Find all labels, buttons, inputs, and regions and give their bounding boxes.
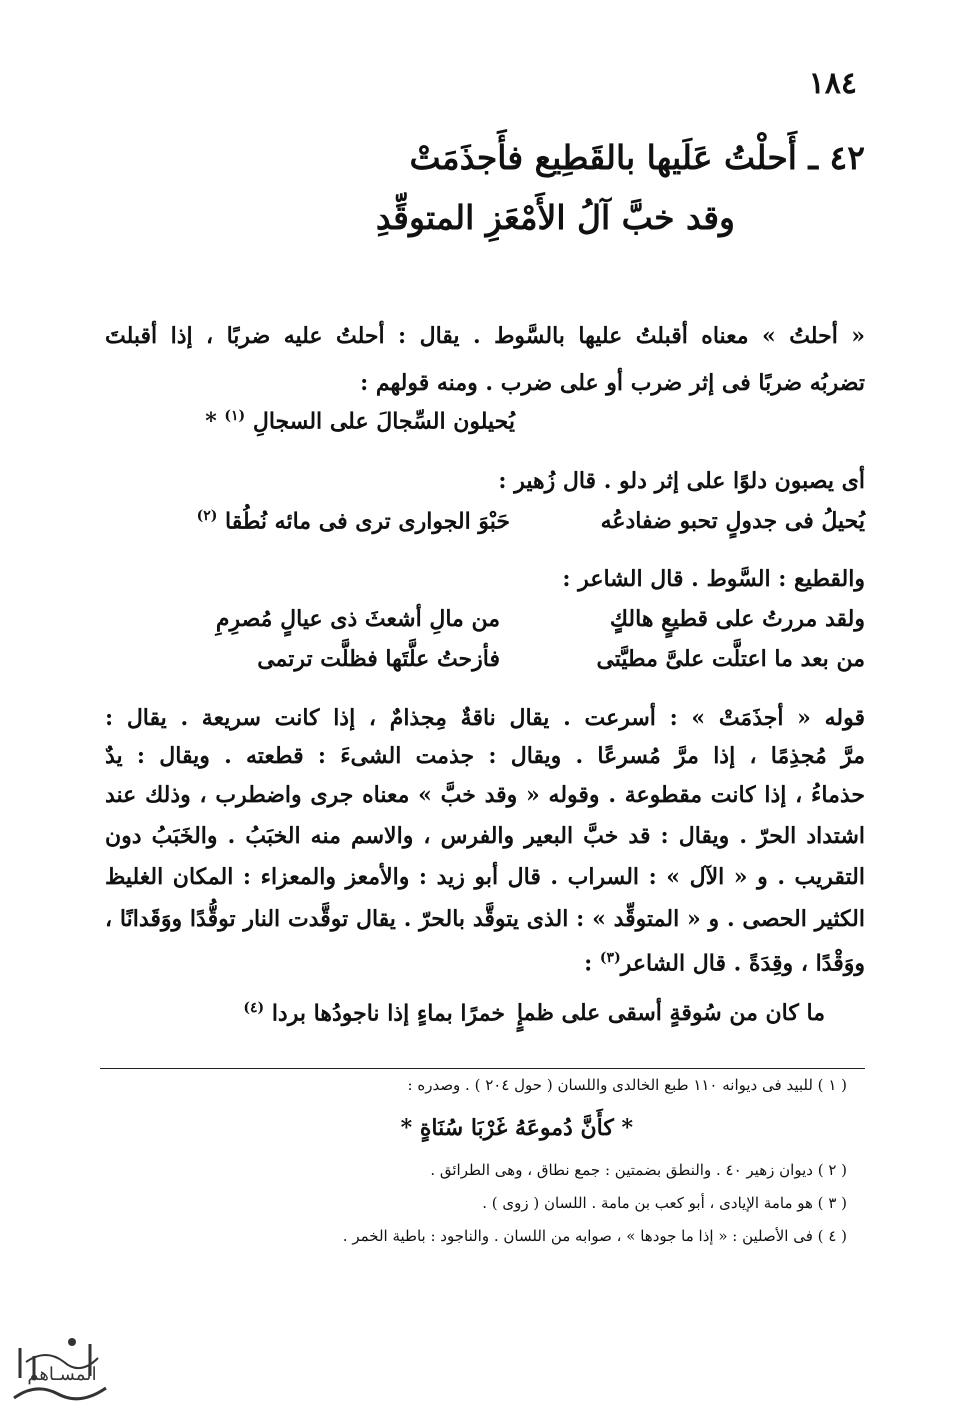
commentary-line: « أحلتُ » معناه أقبلتُ عليها بالسَّوط . يقال : أحلتُ عليه ضربًا ، إذا أقبلتَ xyxy=(105,323,865,349)
commentary-line: قوله « أجذَمَتْ » : أسرعت . يقال ناقةٌ مِجذامٌ ، إذا كانت سريعة . يقال : xyxy=(105,705,865,731)
poem-hemistich: ما كان من سُوقةٍ أسقى على ظمإٍ xyxy=(516,1000,825,1026)
poem-hemistich: من بعد ما اعتلَّت علىَّ مطيَّتى xyxy=(596,646,865,672)
quoted-verse-text: يُحيلون السِّجالَ على السجالِ xyxy=(252,408,515,435)
poem-hemistich-text: خمرًا بماءٍ إذا ناجودُها بردا xyxy=(271,1000,505,1027)
verse-asterisk: * xyxy=(205,408,217,435)
poem-hemistich: فأزحتُ علَّتَها فظلَّت ترتمى xyxy=(257,646,500,672)
verse-asterisk: * xyxy=(621,1115,633,1141)
watermark-text: المسـاهم xyxy=(27,1364,97,1385)
footnote-1: ( ١ ) للبيد فى ديوانه ١١٠ طبع الخالدى واللسان ( حول ٢٠٤ ) . وصدره : xyxy=(407,1076,847,1094)
footnote-ref: (٣) xyxy=(599,950,621,966)
verse-line-2: وقد خبَّ آلُ الأَمْعَزِ المتوقِّدِ xyxy=(375,198,735,237)
quoted-verse xyxy=(205,408,515,434)
poem-hemistich: ولقد مررتُ على قطيعٍ هالكٍ xyxy=(609,606,865,632)
commentary-line: اشتداد الحرّ . ويقال : قد خبَّ البعير والفرس ، والاسم منه الخبَبُ . والخَبَبُ دون xyxy=(105,823,865,849)
commentary-line: حذماءُ ، إذا كانت مقطوعة . وقوله « وقد خبَّ » معناه جرى واضطرب ، وذلك عند xyxy=(105,782,865,808)
commentary-line: التقريب . و « الآل » : السراب . قال أبو زيد : والأمعز والمعزاء : المكان الغليظ xyxy=(105,864,865,890)
commentary-line xyxy=(105,950,865,977)
zuhair-hemistich-2-text: حَبْوَ الجوارى ترى فى مائه نُطُقا xyxy=(225,508,510,535)
verse-asterisk: * xyxy=(400,1115,413,1141)
footnote-ref: (٤) xyxy=(243,1000,265,1016)
footnote-ref: (١) xyxy=(224,408,246,424)
footnote-1-verse-text: كأَنَّ دُموعَهُ غَرْبَا سُنَاةٍ xyxy=(419,1115,614,1141)
zuhair-hemistich-2 xyxy=(197,508,510,534)
poem-hemistich: من مالِ أشعثَ ذى عيالٍ مُصرِمِ xyxy=(215,606,500,632)
watermark-logo xyxy=(6,1318,118,1414)
page-number: ١٨٤ xyxy=(808,66,857,101)
footnote-1-verse xyxy=(401,1115,633,1141)
footnote-2: ( ٢ ) ديوان زهير ٤٠ . والنطق بضمتين : جمع نطاق ، وهى الطرائق . xyxy=(430,1161,847,1179)
footnote-separator xyxy=(100,1068,865,1069)
poem-hemistich xyxy=(243,1000,505,1026)
footnote-3: ( ٣ ) هو مامة الإيادى ، أبو كعب بن مامة . اللسان ( زوى ) . xyxy=(482,1194,847,1212)
commentary-line: مرَّ مُجذِمًا ، إذا مرَّ مُسرعًا . ويقال : جذمت الشىءَ : قطعته . ويقال : يدٌ xyxy=(105,743,865,769)
commentary-line: أى يصبون دلوًا على إثر دلو . قال زُهير : xyxy=(498,468,865,494)
colon: : xyxy=(584,950,593,977)
commentary-line: الكثير الحصى . و « المتوقِّد » : الذى يتوقَّد بالحرّ . يقال توقَّدت النار توقُّدًا ووَقَدانًا ، xyxy=(105,906,865,932)
commentary-line: تضربُه ضربًا فى إثر ضرب أو على ضرب . ومنه قولهم : xyxy=(360,370,865,396)
commentary-text: ووَقْدًا ، وقِدَةً . قال الشاعر xyxy=(620,950,865,977)
commentary-line: والقطيع : السَّوط . قال الشاعر : xyxy=(562,566,865,592)
verse-line-1: ٤٢ ـ أَحلْتُ عَلَيها بالقَطِيع فأَجذَمَتْ xyxy=(409,138,865,177)
zuhair-hemistich-1: يُحيلُ فى جدولٍ تحبو ضفادعُه xyxy=(600,508,865,534)
footnote-4: ( ٤ ) فى الأصلين : « إذا ما جودها » ، صوابه من اللسان . والناجود : باطية الخمر . xyxy=(342,1227,847,1245)
footnote-ref: (٢) xyxy=(196,508,218,524)
